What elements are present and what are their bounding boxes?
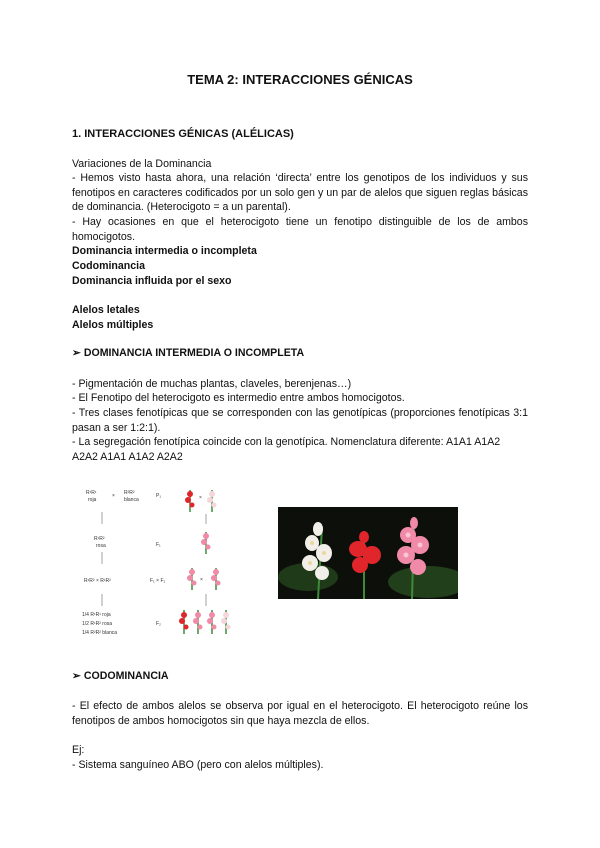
snapdragon-photo [278, 507, 458, 599]
line-tres-clases: - Tres clases fenotípicas que se corresponden con las genotípicas (proporciones fenotípicas 3:1 pasan a ser 1:2:1). [72, 407, 528, 434]
section-heading-interacciones: 1. INTERACCIONES GÉNICAS (ALÉLICAS) [72, 128, 294, 140]
bold-item-alelos-letales: Alelos letales [72, 304, 140, 316]
generation-f1xf1: F₁ × F₁ [150, 578, 166, 584]
bold-item-dominancia-intermedia: Dominancia intermedia o incompleta [72, 245, 257, 257]
generation-f2: F₂ [156, 621, 161, 627]
times-sign-2: × [199, 495, 202, 501]
example-label: Ej: [72, 744, 85, 756]
page-title: TEMA 2: INTERACCIONES GÉNICAS [187, 72, 413, 87]
ratio-rosa: 1/2 R¹R² rosa [82, 621, 113, 627]
p1-left-genotype: R¹R¹ [86, 490, 97, 496]
f1-genotype: R¹R² [94, 536, 105, 542]
f2-pink-flower-icon-1 [193, 610, 203, 634]
pink-flower-icon [201, 532, 211, 554]
white-flower-icon [207, 490, 217, 512]
pink-flower-icon-2 [187, 568, 197, 590]
line-segregacion: - La segregación fenotípica coincide con la genotípica. Nomenclatura diferente: A1A1 A1A2 A2A2 A1A1 A1A2 A2A2 [72, 436, 501, 463]
ratio-blanca: 1/4 R²R² blanca [82, 630, 118, 636]
ratio-roja: 1/4 R¹R¹ roja [82, 612, 111, 618]
subheading-variaciones: Variaciones de la Dominancia [72, 158, 212, 170]
p1-left-label: roja [88, 497, 97, 503]
times-sign-3: × [200, 577, 203, 583]
paragraph-relacion-directa: - Hemos visto hasta ahora, una relación ‘directa’ entre los genotipos de los individuos y sus fenotipos en caracteres codificados por un solo gen y un par de alelos que siguen reglas básicas de dominancia. (Heterocigoto = a un parental). [72, 172, 528, 214]
section-heading-codominancia: ➢ CODOMINANCIA [72, 670, 169, 682]
generation-p1: P₁ [156, 493, 162, 499]
p1-right-label: blanca [124, 497, 139, 503]
f1-cross: R¹R² × R¹R² [84, 578, 111, 584]
f1-label: rosa [96, 543, 106, 549]
section-heading-dominancia-intermedia: ➢ DOMINANCIA INTERMEDIA O INCOMPLETA [72, 347, 305, 359]
line-fenotipo-intermedio: - El Fenotipo del heterocigoto es intermedio entre ambos homocigotos. [72, 392, 405, 404]
pink-flower-icon-3 [211, 568, 221, 590]
times-sign: × [112, 493, 115, 499]
paragraph-heterocigoto: - Hay ocasiones en que el heterocigoto tiene un fenotipo distinguible de los de ambos homocigotos. [72, 216, 528, 243]
f2-white-flower-icon [221, 610, 231, 634]
p1-right-genotype: R²R² [124, 490, 135, 496]
paragraph-codominancia: - El efecto de ambos alelos se observa por igual en el heterocigoto. El heterocigoto reúne los fenotipos de ambos homocigotos sin que haya mezcla de ellos. [72, 700, 528, 727]
cross-diagram [82, 482, 252, 642]
bold-item-dominancia-sexo: Dominancia influida por el sexo [72, 275, 232, 287]
generation-f1: F₁ [156, 542, 161, 548]
bold-item-alelos-multiples: Alelos múltiples [72, 319, 154, 331]
line-pigmentacion: - Pigmentación de muchas plantas, claveles, berenjenas…) [72, 378, 352, 390]
f2-red-flower-icon [179, 610, 189, 634]
f2-pink-flower-icon-2 [207, 610, 217, 634]
example-abo: - Sistema sanguíneo ABO (pero con alelos múltiples). [72, 759, 324, 771]
red-flower-icon [185, 490, 195, 512]
bold-item-codominancia: Codominancia [72, 260, 145, 272]
